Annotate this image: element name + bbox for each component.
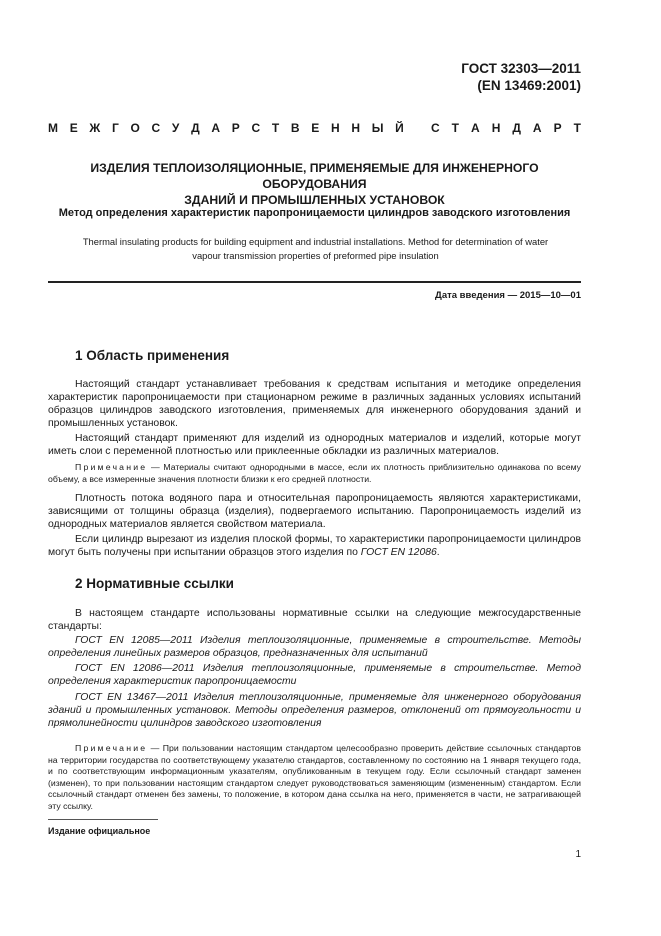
section-2-heading [75,576,234,591]
english-title-line-1: Thermal insulating products for building equipment and industrial installations. Method for determination of water [82,236,549,247]
banner-letter: Д [512,121,521,135]
section-2-intro: В настоящем стандарте использованы нормативные ссылки на следующие межгосударственные стандарты: [48,608,581,632]
normative-reference-1: ГОСТ EN 12085—2011 Изделия теплоизоляционные, применяемые в строительстве. Методы определения линейных размеров образцов, предназначенных для испытаний [48,635,581,659]
banner-letter: Н [491,121,501,135]
section-1-paragraph-1: Настоящий стандарт устанавливает требования к средствам испытания и методике определения характеристик паропроницаемости при стационарном режиме в различных заданных условиях испытаний образцов цилиндров заводского изготовления, применяемых для инженерного оборудования зданий и промышленных установок. [48,379,581,429]
banner-letter: Т [451,121,460,135]
interstate-standard-banner [48,121,581,135]
banner-letter: Ы [371,121,384,135]
header-divider [48,281,581,283]
banner-letter: Е [311,121,320,135]
page-number: 1 [575,849,581,860]
title-line-2: ЗДАНИЙ И ПРОМЫШЛЕННЫХ УСТАНОВОК [184,193,445,207]
section-1-heading [75,348,229,363]
document-title [48,160,581,208]
banner-letter: Д [191,121,200,135]
official-edition-label: Издание официальное [48,826,151,836]
title-line-1: ИЗДЕЛИЯ ТЕПЛОИЗОЛЯЦИОННЫЕ, ПРИМЕНЯЕМЫЕ ДЛЯ ИНЖЕНЕРНОГО ОБОРУДОВАНИЯ [90,161,539,191]
banner-letter: У [171,121,180,135]
banner-letter: А [471,121,480,135]
banner-letter: Ж [89,121,101,135]
introduction-date: Дата введения — 2015—10—01 [435,290,581,301]
banner-letter: Р [231,121,240,135]
banner-letter: А [532,121,542,135]
banner-word-standard [431,121,581,135]
banner-word-interstate [48,121,404,135]
gost-12086-link: ГОСТ EN 12086 [360,547,437,558]
banner-letter: В [290,121,300,135]
footer-divider [48,819,158,820]
banner-letter: Й [395,121,404,135]
banner-letter: С [251,121,261,135]
banner-letter: М [48,121,58,135]
english-title [60,235,571,262]
banner-letter: Е [69,121,78,135]
banner-letter: С [151,121,161,135]
banner-letter: А [211,121,221,135]
section-1-note: Примечание — Материалы считают однородными в массе, если их плотность приблизительно одинакова по всему объему, а все измеренные значения плотности близки к его средней плотности. [48,462,581,484]
english-title-line-2: vapour transmission properties of preformed pipe insulation [192,249,439,261]
section-1-heading-text: 1 Область применения [75,348,230,363]
section-1-paragraph-3: Плотность потока водяного пара и относительная паропроницаемость являются характеристиками, зависящими от толщины образца (изделия), подвергаемого испытанию. Паропроницаемость изделий из однородных материалов является свойством материала. [48,493,581,530]
banner-letter: Г [111,121,119,135]
document-subtitle: Метод определения характеристик паропроницаемости цилиндров заводского изготовления [58,207,571,219]
standard-code: ГОСТ 32303—2011 [461,61,581,76]
banner-letter: Н [351,121,361,135]
banner-letter: О [130,121,140,135]
banner-letter: Т [573,121,581,135]
banner-letter: С [431,121,440,135]
banner-letter: Т [271,121,280,135]
banner-letter: Р [553,121,562,135]
section-1-paragraph-2: Настоящий стандарт применяют для изделий из однородных материалов и изделий, которые могут иметь слои с переменной плотностью или приклеенные обкладки из различных материалов. [48,433,581,457]
section-1-paragraph-4: Если цилиндр вырезают из изделия плоской формы, то характеристики паропроницаемости цилиндров могут быть получены при испытании образцов этого изделия по ГОСТ EN 12086. [48,534,581,558]
section-2-heading-text: 2 Нормативные ссылки [75,576,234,591]
standard-designation [461,60,581,94]
section-2-note: Примечание — При пользовании настоящим стандартом целесообразно проверить действие ссылочных стандартов на территории государства по соответствующему указателю стандартов, составленному по состоянию на 1 января текущего года, и по соответствующим информационным указателям, опубликованным в текущем году. Если ссылочный стандарт заменен (изменен), то при пользовании настоящим стандартом следует руководствоваться заменяющим (измененным) стандартом. Если ссылочный стандарт отменен без замены, то положение, в котором дана ссылка на него, применяется в части, не затрагивающей эту ссылку. [48,743,581,811]
normative-reference-2: ГОСТ EN 12086—2011 Изделия теплоизоляционные, применяемые в строительстве. Метод определения характеристик паропроницаемости [48,663,581,687]
normative-reference-3: ГОСТ EN 13467—2011 Изделия теплоизоляционные, применяемые для инженерного оборудования зданий и промышленных установок. Методы определения размеров, отклонений от прямоугольности и прямолинейности цилиндров заводского изготовления [48,692,581,729]
banner-letter: Н [330,121,340,135]
en-equivalent-code: (EN 13469:2001) [477,78,581,93]
